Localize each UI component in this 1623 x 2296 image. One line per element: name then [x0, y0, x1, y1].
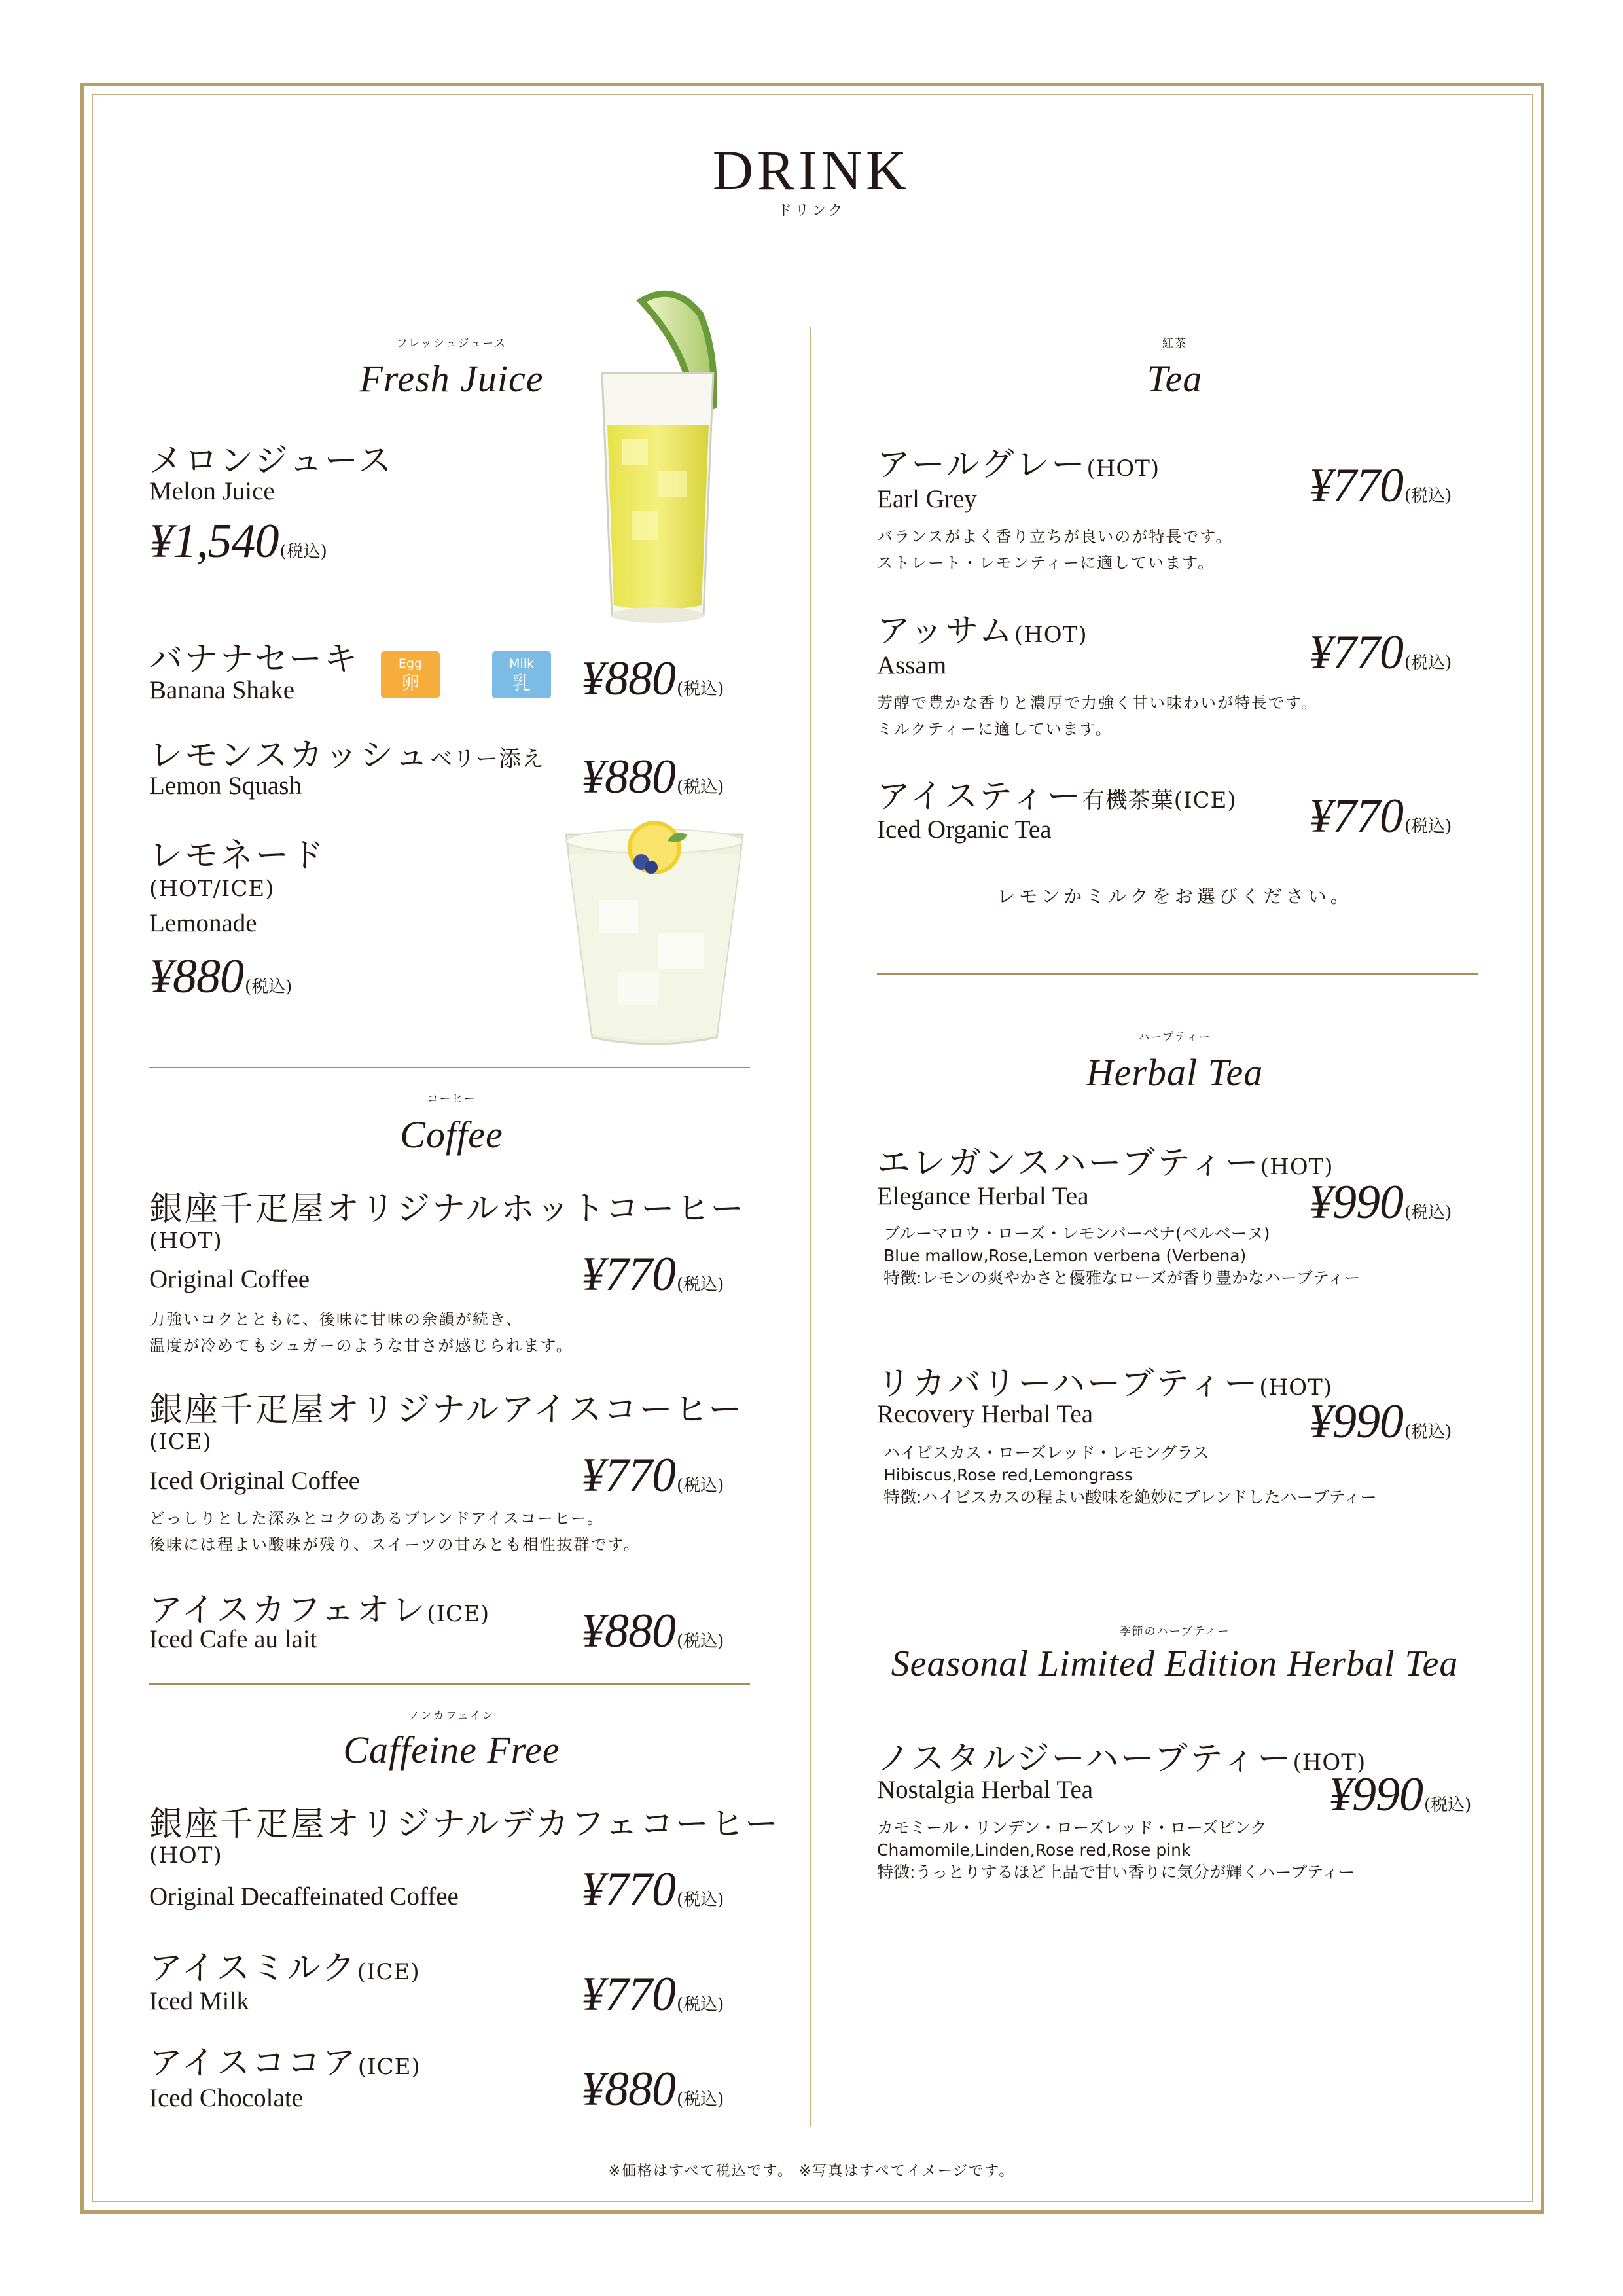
iced-milk-jp: アイスミルク(ICE) [149, 1949, 420, 1988]
caffeine-free-title: Caffeine Free [343, 1729, 560, 1771]
earl-grey-en: Earl Grey [877, 485, 977, 513]
hot-coffee-tag: (HOT) [149, 1228, 223, 1254]
elegance-herbal-desc-2: Blue mallow,Rose,Lemon verbena (Verbena) [883, 1246, 1247, 1265]
caffeine-free-kana: ノンカフェイン [408, 1710, 495, 1723]
recovery-herbal-jp: リカバリーハーブティー(HOT) [877, 1365, 1333, 1403]
iced-coffee-tag: (ICE) [149, 1429, 212, 1455]
lemonade-jp: レモネード [149, 836, 327, 875]
iced-chocolate-price: ¥880(税込) [581, 2062, 724, 2116]
earl-grey-desc-1: バランスがよく香り立ちが良いのが特長です。 [877, 528, 1233, 546]
lemonade-tag: (HOT/ICE) [149, 876, 275, 902]
hot-coffee-en: Original Coffee [149, 1265, 310, 1293]
page-subtitle: ドリンク [777, 203, 846, 219]
seasonal-kana: 季節のハーブティー [1119, 1625, 1230, 1638]
assam-price: ¥770(税込) [1309, 626, 1452, 679]
iced-milk-price: ¥770(税込) [581, 1967, 724, 2021]
banana-shake-price: ¥880(税込) [581, 652, 724, 706]
assam-desc-1: 芳醇で豊かな香りと濃厚で力強く甘い味わいが特長です。 [877, 694, 1319, 712]
iced-tea-en: Iced Organic Tea [877, 816, 1052, 844]
assam-desc-2: ミルクティーに適しています。 [877, 720, 1113, 738]
lemonade-price: ¥880(税込) [149, 950, 293, 1003]
coffee-divider [149, 1683, 750, 1685]
nostalgia-herbal-desc-1: カモミール・リンデン・ローズレッド・ローズピンク [877, 1818, 1267, 1837]
lemonade-image [560, 821, 749, 1054]
elegance-herbal-desc-3: 特徴:レモンの爽やかさと優雅なローズが香り豊かなハーブティー [883, 1268, 1361, 1287]
column-divider [810, 327, 812, 2127]
page-title: DRINK [712, 139, 911, 202]
cafe-au-lait-jp: アイスカフェオレ(ICE) [149, 1591, 490, 1630]
fresh-juice-title: Fresh Juice [359, 357, 544, 400]
iced-chocolate-en: Iced Chocolate [149, 2084, 303, 2112]
hot-coffee-price: ¥770(税込) [581, 1247, 724, 1301]
melon-juice-price: ¥1,540(税込) [149, 514, 327, 568]
decaf-coffee-jp: 銀座千疋屋オリジナルデカフェコーヒー [149, 1805, 780, 1844]
banana-shake-jp: バナナセーキ [149, 640, 359, 679]
nostalgia-herbal-price: ¥990(税込) [1329, 1768, 1472, 1821]
iced-coffee-desc-2: 後味には程よい酸味が残り、スイーツの甘みとも相性抜群です。 [149, 1535, 641, 1554]
tea-note: レモンかミルクをお選びください。 [997, 886, 1353, 907]
nostalgia-herbal-desc-2: Chamomile,Linden,Rose red,Rose pink [877, 1840, 1191, 1859]
elegance-herbal-jp: エレガンスハーブティー(HOT) [877, 1144, 1334, 1183]
lemonade-en: Lemonade [149, 909, 257, 937]
iced-milk-en: Iced Milk [149, 1987, 249, 2015]
elegance-herbal-en: Elegance Herbal Tea [877, 1182, 1089, 1210]
egg-allergen-badge: Egg 卵 [381, 651, 440, 698]
cafe-au-lait-en: Iced Cafe au lait [149, 1625, 317, 1653]
earl-grey-jp: アールグレー(HOT) [877, 446, 1160, 484]
recovery-herbal-desc-2: Hibiscus,Rose red,Lemongrass [883, 1465, 1133, 1484]
decaf-coffee-tag: (HOT) [149, 1842, 223, 1869]
nostalgia-herbal-desc-3: 特徴:うっとりするほど上品で甘い香りに気分が輝くハーブティー [877, 1863, 1355, 1882]
iced-coffee-desc-1: どっしりとした深みとコクのあるブレンドアイスコーヒー。 [149, 1509, 604, 1528]
hot-coffee-desc-2: 温度が冷めてもシュガーのような甘さが感じられます。 [149, 1336, 573, 1355]
fresh-juice-kana: フレッシュジュース [396, 337, 507, 350]
melon-juice-en: Melon Juice [149, 477, 275, 505]
melon-juice-image [576, 275, 746, 628]
recovery-herbal-desc-3: 特徴:ハイビスカスの程よい酸味を絶妙にブレンドしたハーブティー [883, 1488, 1377, 1507]
tea-divider [877, 973, 1478, 975]
recovery-herbal-price: ¥990(税込) [1309, 1395, 1452, 1448]
recovery-herbal-desc-1: ハイビスカス・ローズレッド・レモングラス [883, 1443, 1209, 1462]
iced-coffee-jp: 銀座千疋屋オリジナルアイスコーヒー [149, 1391, 744, 1429]
decaf-coffee-en: Original Decaffeinated Coffee [149, 1882, 459, 1910]
coffee-kana: コーヒー [427, 1092, 476, 1105]
tea-kana: 紅茶 [1162, 337, 1187, 350]
nostalgia-herbal-jp: ノスタルジーハーブティー(HOT) [877, 1740, 1366, 1778]
milk-allergen-badge: Milk 乳 [492, 651, 551, 698]
herbal-tea-kana: ハーブティー [1138, 1031, 1211, 1044]
hot-coffee-desc-1: 力強いコクとともに、後味に甘味の余韻が続き、 [149, 1310, 524, 1329]
coffee-title: Coffee [400, 1113, 503, 1156]
iced-tea-jp: アイスティー有機茶葉(ICE) [877, 778, 1237, 816]
tea-title: Tea [1147, 357, 1203, 400]
earl-grey-desc-2: ストレート・レモンティーに適しています。 [877, 554, 1215, 572]
decaf-coffee-price: ¥770(税込) [581, 1863, 724, 1916]
footer-note: ※価格はすべて税込です。 ※写真はすべてイメージです。 [608, 2163, 1015, 2179]
cafe-au-lait-price: ¥880(税込) [581, 1604, 724, 1658]
assam-en: Assam [877, 651, 947, 679]
elegance-herbal-desc-1: ブルーマロウ・ローズ・レモンバーベナ(ベルベーヌ) [883, 1224, 1270, 1243]
herbal-tea-title: Herbal Tea [1086, 1051, 1264, 1094]
recovery-herbal-en: Recovery Herbal Tea [877, 1400, 1094, 1428]
melon-juice-jp: メロンジュース [149, 442, 394, 480]
assam-jp: アッサム(HOT) [877, 612, 1088, 651]
seasonal-title: Seasonal Limited Edition Herbal Tea [891, 1643, 1459, 1684]
iced-coffee-price: ¥770(税込) [581, 1448, 724, 1502]
lemon-squash-price: ¥880(税込) [581, 750, 724, 804]
iced-coffee-en: Iced Original Coffee [149, 1467, 360, 1495]
hot-coffee-jp: 銀座千疋屋オリジナルホットコーヒー [149, 1190, 746, 1229]
earl-grey-price: ¥770(税込) [1309, 459, 1452, 512]
lemon-squash-jp: レモンスカッシュベリー添え [149, 736, 544, 775]
iced-tea-price: ¥770(税込) [1309, 789, 1452, 843]
lemon-squash-en: Lemon Squash [149, 772, 302, 800]
iced-chocolate-jp: アイスココア(ICE) [149, 2044, 421, 2083]
fresh-juice-divider [149, 1067, 750, 1068]
banana-shake-en: Banana Shake [149, 676, 295, 704]
nostalgia-herbal-en: Nostalgia Herbal Tea [877, 1776, 1094, 1804]
elegance-herbal-price: ¥990(税込) [1309, 1175, 1452, 1229]
